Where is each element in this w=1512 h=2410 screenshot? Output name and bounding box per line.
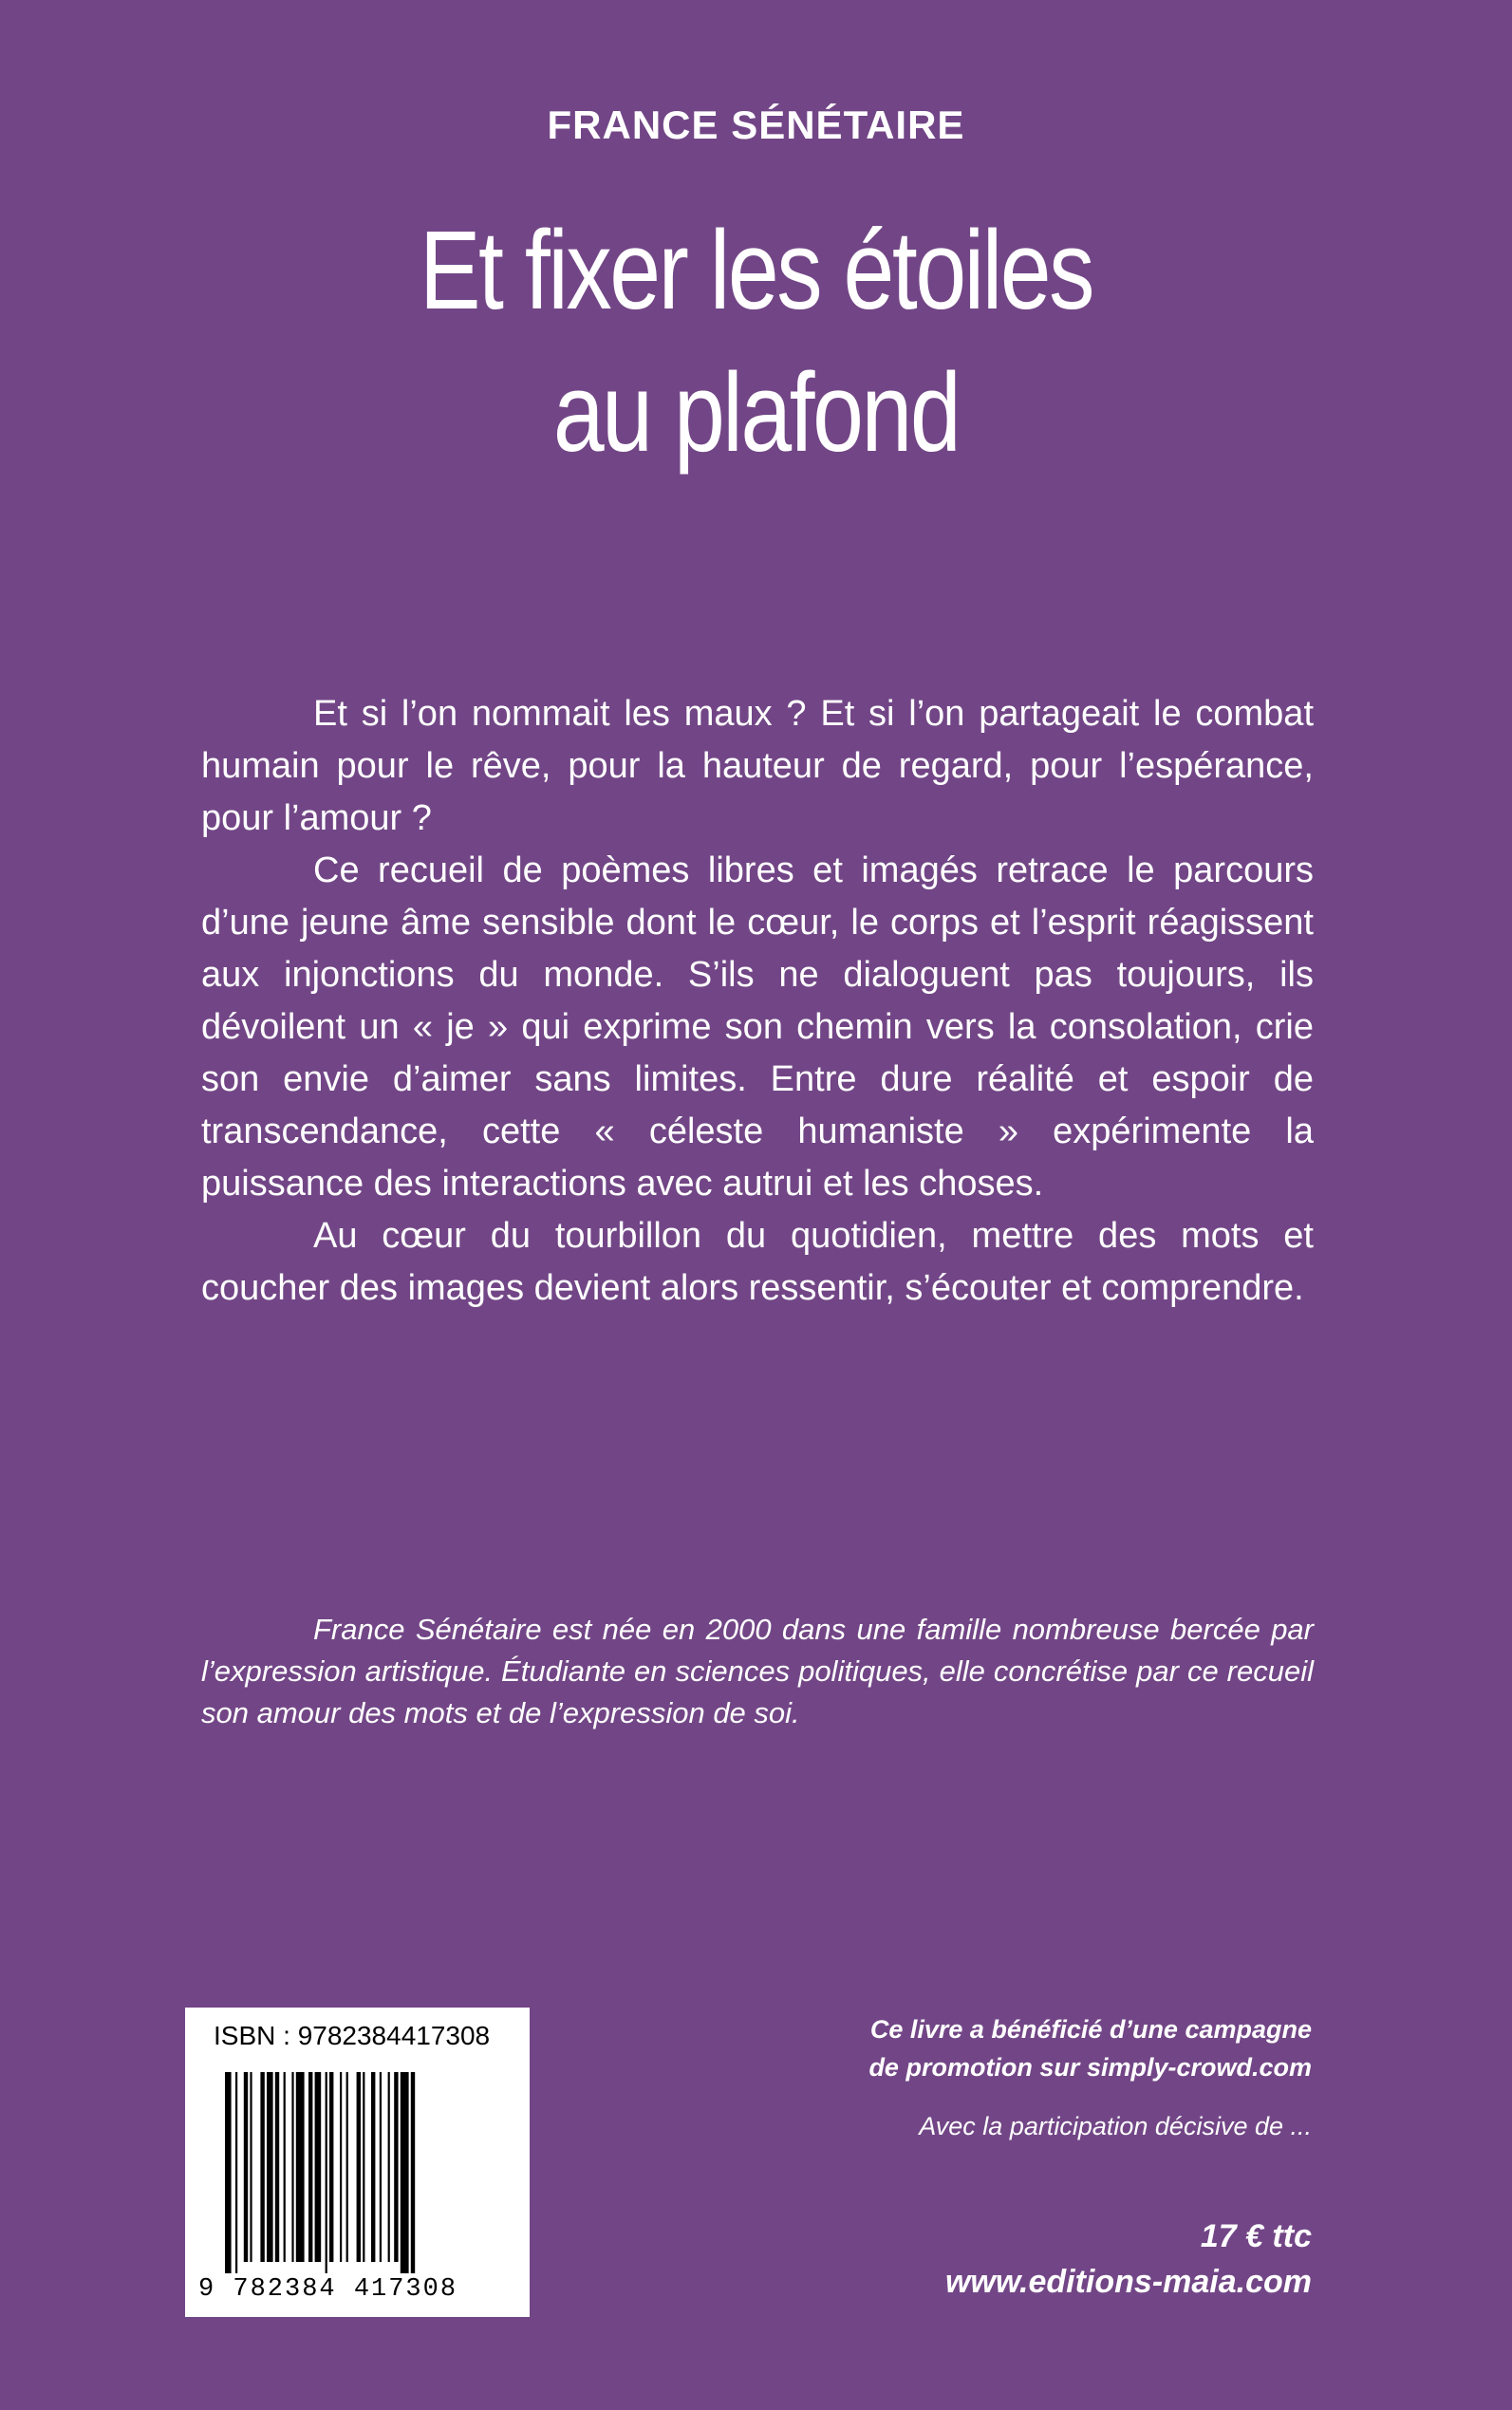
barcode-bar <box>411 2072 415 2273</box>
barcode-bar <box>346 2072 348 2262</box>
title-line-1: Et fixer les étoiles <box>419 208 1093 333</box>
barcode-bar <box>244 2072 248 2262</box>
summary-paragraph: Au cœur du tourbillon du quotidien, mettre des mots et coucher des images devient alors ressentir, s’écouter et comprendre. <box>201 1216 1314 1308</box>
barcode-bar <box>329 2072 333 2262</box>
barcode-bar <box>250 2072 252 2262</box>
isbn-label: ISBN : 9782384417308 <box>214 2021 491 2050</box>
barcode-box <box>185 2008 530 2317</box>
barcode-bar <box>275 2072 279 2262</box>
promo-block <box>723 2010 1312 2145</box>
back-cover-summary <box>201 688 1314 1315</box>
barcode-bar <box>363 2072 364 2262</box>
price: 17 € ttc <box>1200 2218 1312 2254</box>
barcode-bar <box>388 2072 390 2262</box>
barcode-bar <box>235 2072 237 2273</box>
barcode-bar <box>225 2072 232 2273</box>
barcode-bar <box>267 2072 273 2262</box>
barcode-bar <box>308 2072 312 2262</box>
barcode-bar <box>296 2072 305 2262</box>
summary-paragraph: Ce recueil de poèmes libres et imagés retrace le parcours d’une jeune âme sensible dont le cœur, le corps et l’esprit réagissent aux injonctions du monde. S’ils ne dialoguent pas toujours, ils dévoilent un « je » qui exprime son chemin vers la consolation, crie son envie d’aimer sans limites. Entre dure réalité et espoir de transcendance, cette « céleste humaniste » expérimente la puissance des interactions avec autrui et les choses. <box>201 850 1314 1204</box>
barcode-bar <box>291 2072 293 2262</box>
promo-line-3: Avec la participation décisive de ... <box>919 2112 1312 2140</box>
barcode-bar <box>326 2072 327 2273</box>
barcode-bar <box>340 2072 342 2262</box>
publisher-website[interactable]: www.editions-maia.com <box>944 2264 1312 2300</box>
author-bio-text: France Sénétaire est née en 2000 dans une famille nombreuse bercée par l’expression artistique. Étudiante en sciences politiques, elle concrétise par ce recueil son amour des mots et de l’expression de soi. <box>201 1613 1314 1729</box>
barcode-bar <box>284 2072 286 2262</box>
barcode-bar <box>260 2072 264 2262</box>
barcode-bar <box>371 2072 375 2262</box>
barcode-bar <box>315 2072 322 2262</box>
summary-paragraph: Et si l’on nommait les maux ? Et si l’on partageait le combat humain pour le rêve, pour la hauteur de regard, pour l’espérance, pour l’amour ? <box>201 694 1314 838</box>
book-title <box>136 199 1375 484</box>
barcode-icon <box>223 2072 494 2273</box>
title-line-2: au plafond <box>552 350 960 476</box>
barcode-digits: 9 782384 417308 <box>198 2275 458 2304</box>
barcode-bar <box>357 2072 361 2262</box>
barcode-bar <box>380 2072 382 2262</box>
author-bio <box>201 1609 1314 1734</box>
author-name: FRANCE SÉNÉTAIRE <box>547 103 965 147</box>
barcode-bar <box>394 2072 398 2262</box>
barcode-bar <box>401 2072 409 2273</box>
price-block <box>945 2214 1312 2305</box>
promo-line-2: de promotion sur simply-crowd.com <box>868 2053 1312 2082</box>
promo-line-1: Ce livre a bénéficié d’une campagne <box>869 2015 1312 2044</box>
